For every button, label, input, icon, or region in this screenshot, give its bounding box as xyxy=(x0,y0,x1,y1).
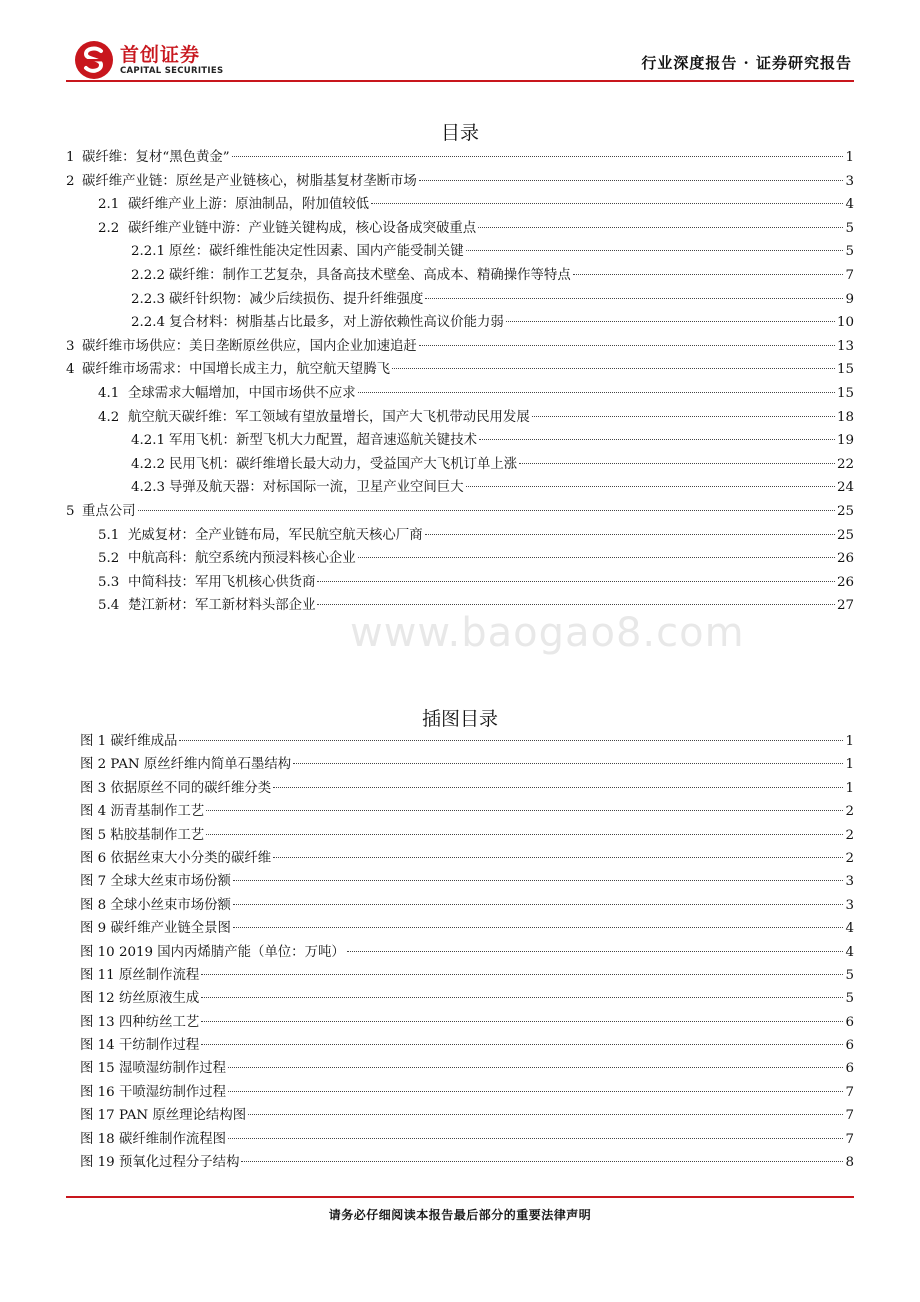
dot-leader xyxy=(479,439,835,440)
logo-chinese-name: 首创证券 xyxy=(120,43,201,66)
toc-entry-number: 5.3 xyxy=(98,574,120,590)
figure-entry[interactable] xyxy=(80,1104,854,1127)
toc-entry-text: 碳纤针织物：减少后续损伤、提升纤维强度 xyxy=(169,291,424,307)
figure-entry[interactable] xyxy=(80,824,854,847)
report-type-label: 行业深度报告 · 证券研究报告 xyxy=(641,54,852,72)
figure-entry-text: 图 1 碳纤维成品 xyxy=(80,734,178,749)
toc-entry-number: 4.2.2 xyxy=(131,456,166,472)
logo-english-name: CAPITAL SECURITIES xyxy=(120,65,224,76)
dot-leader xyxy=(466,250,844,251)
toc-entry[interactable] xyxy=(66,146,854,170)
toc-entry-text: 碳纤维：复材“黑色黄金” xyxy=(82,150,230,165)
figure-entry[interactable] xyxy=(80,941,854,964)
toc-entry-page: 1 xyxy=(845,150,854,165)
toc-entry[interactable] xyxy=(66,382,854,406)
dot-leader xyxy=(392,368,835,369)
toc-entry-number: 1 xyxy=(66,150,75,165)
toc-entry-page: 26 xyxy=(836,551,854,567)
dot-leader xyxy=(573,274,844,275)
company-logo xyxy=(74,40,223,80)
figure-entry-text: 图 5 粘胶基制作工艺 xyxy=(80,827,205,843)
toc-entry-number: 5.1 xyxy=(98,527,120,543)
dot-leader xyxy=(478,227,843,228)
dot-leader xyxy=(519,463,835,464)
figure-entry-page: 6 xyxy=(845,1038,854,1054)
table-of-contents xyxy=(66,146,854,618)
toc-entry[interactable] xyxy=(66,170,854,194)
toc-entry-number: 5.2 xyxy=(98,551,120,567)
toc-entry-number: 2.2.3 xyxy=(131,291,166,307)
toc-entry-page: 22 xyxy=(836,456,854,472)
figure-entry[interactable] xyxy=(80,730,854,753)
figure-entry-page: 2 xyxy=(845,850,854,866)
figure-entry-page: 4 xyxy=(845,944,854,960)
toc-entry-number: 2.2.2 xyxy=(131,267,166,283)
toc-entry-number: 2.2.1 xyxy=(131,244,166,260)
toc-entry-text: 碳纤维产业上游：原油制品，附加值较低 xyxy=(128,197,370,213)
figure-entry-page: 5 xyxy=(845,967,854,983)
toc-entry-text: 光威复材：全产业链布局，军民航空航天核心厂商 xyxy=(128,527,423,543)
dot-leader xyxy=(201,974,843,975)
toc-entry[interactable] xyxy=(66,500,854,524)
toc-entry-page: 15 xyxy=(836,362,854,378)
toc-entry-page: 15 xyxy=(836,385,854,401)
toc-entry[interactable] xyxy=(66,311,854,335)
figure-entry[interactable] xyxy=(80,1034,854,1057)
toc-title: 目录 xyxy=(440,122,479,144)
dot-leader xyxy=(273,857,843,858)
figure-entry-text: 图 8 全球小丝束市场份额 xyxy=(80,897,231,913)
watermark: www.baogao8.com xyxy=(350,610,745,656)
toc-entry[interactable] xyxy=(66,335,854,359)
figure-entry-page: 3 xyxy=(845,874,854,890)
toc-entry-number: 5 xyxy=(66,503,75,519)
dot-leader xyxy=(419,180,844,181)
figure-list xyxy=(80,730,854,1174)
toc-entry-page: 27 xyxy=(836,598,854,614)
toc-entry-page: 13 xyxy=(836,338,854,354)
figure-entry[interactable] xyxy=(80,987,854,1010)
toc-entry-page: 19 xyxy=(836,433,854,449)
dot-leader xyxy=(241,1161,843,1162)
figure-entry-text: 图 7 全球大丝束市场份额 xyxy=(80,874,231,890)
toc-entry-text: 中航高科：航空系统内预浸料核心企业 xyxy=(128,551,356,567)
figure-entry-page: 2 xyxy=(845,804,854,820)
figure-entry-page: 7 xyxy=(845,1108,854,1124)
toc-entry-text: 重点公司 xyxy=(82,503,136,519)
dot-leader xyxy=(201,1021,843,1022)
figure-entry[interactable] xyxy=(80,917,854,940)
footer-divider xyxy=(66,1196,854,1198)
figure-entry-text: 图 4 沥青基制作工艺 xyxy=(80,804,205,820)
toc-entry-text: 碳纤维市场需求：中国增长成主力，航空航天望腾飞 xyxy=(82,362,390,378)
toc-entry-text: 碳纤维：制作工艺复杂，具备高技术壁垒、高成本、精确操作等特点 xyxy=(169,267,571,283)
dot-leader xyxy=(419,345,835,346)
toc-entry-page: 7 xyxy=(845,267,854,283)
figure-entry[interactable] xyxy=(80,1057,854,1080)
figure-entry-text: 图 2 PAN 原丝纤维内简单石墨结构 xyxy=(80,757,292,773)
toc-entry-page: 24 xyxy=(836,480,854,496)
dot-leader xyxy=(273,787,843,788)
toc-entry-number: 2.2.4 xyxy=(131,315,166,331)
toc-entry[interactable] xyxy=(66,217,854,241)
legal-disclaimer: 请务必仔细阅读本报告最后部分的重要法律声明 xyxy=(328,1208,592,1222)
toc-entry[interactable] xyxy=(66,429,854,453)
dot-leader xyxy=(179,740,843,741)
dot-leader xyxy=(228,1091,843,1092)
figure-entry-text: 图 18 碳纤维制作流程图 xyxy=(80,1131,227,1147)
figure-entry[interactable] xyxy=(80,753,854,776)
figure-entry-page: 1 xyxy=(845,757,854,773)
dot-leader xyxy=(466,486,835,487)
toc-entry-text: 碳纤维产业链：原丝是产业链核心，树脂基复材垄断市场 xyxy=(82,173,417,189)
figure-entry[interactable] xyxy=(80,1151,854,1174)
toc-entry-page: 25 xyxy=(836,527,854,543)
toc-entry-number: 4 xyxy=(66,362,75,378)
figure-entry-page: 7 xyxy=(845,1084,854,1100)
dot-leader xyxy=(425,298,843,299)
dot-leader xyxy=(206,810,843,811)
toc-entry-number: 4.2.3 xyxy=(131,480,166,496)
figure-entry-text: 图 3 依据原丝不同的碳纤维分类 xyxy=(80,780,272,796)
toc-entry-page: 10 xyxy=(836,315,854,331)
figure-entry-page: 1 xyxy=(845,780,854,796)
figure-entry-text: 图 9 碳纤维产业链全景图 xyxy=(80,921,231,937)
dot-leader xyxy=(201,997,843,998)
toc-entry-number: 4.1 xyxy=(98,385,120,401)
toc-entry-page: 3 xyxy=(845,173,854,189)
toc-entry-text: 军用飞机：新型飞机大力配置，超音速巡航关键技术 xyxy=(169,433,477,449)
toc-entry[interactable] xyxy=(66,264,854,288)
figure-entry-text: 图 10 2019 国内丙烯腈产能（单位：万吨） xyxy=(80,944,345,960)
figure-entry-text: 图 16 干喷湿纺制作过程 xyxy=(80,1084,227,1100)
dot-leader xyxy=(201,1044,843,1045)
toc-entry[interactable] xyxy=(66,358,854,382)
dot-leader xyxy=(233,927,844,928)
dot-leader xyxy=(317,581,834,582)
toc-entry-text: 碳纤维市场供应：美日垄断原丝供应，国内企业加速追赶 xyxy=(82,338,417,354)
dot-leader xyxy=(248,1114,843,1115)
figure-entry-text: 图 17 PAN 原丝理论结构图 xyxy=(80,1108,247,1124)
dot-leader xyxy=(425,534,835,535)
toc-entry[interactable] xyxy=(66,547,854,571)
dot-leader xyxy=(347,951,844,952)
dot-leader xyxy=(232,156,844,157)
toc-entry[interactable] xyxy=(66,288,854,312)
toc-entry-page: 18 xyxy=(836,409,854,425)
toc-entry-number: 5.4 xyxy=(98,598,120,614)
dot-leader xyxy=(293,763,843,764)
figure-entry-text: 图 12 纺丝原液生成 xyxy=(80,991,200,1007)
toc-entry-number: 2 xyxy=(66,173,75,189)
toc-entry-text: 复合材料：树脂基占比最多，对上游依赖性高议价能力弱 xyxy=(169,315,504,331)
figure-entry-page: 5 xyxy=(845,991,854,1007)
figure-entry-page: 6 xyxy=(845,1014,854,1030)
capital-securities-logo-icon xyxy=(74,40,114,80)
figure-entry[interactable] xyxy=(80,847,854,870)
dot-leader xyxy=(206,834,843,835)
toc-entry-page: 26 xyxy=(836,574,854,590)
dot-leader xyxy=(138,510,835,511)
toc-entry-text: 航空航天碳纤维：军工领域有望放量增长，国产大飞机带动民用发展 xyxy=(128,409,530,425)
figure-entry-text: 图 13 四种纺丝工艺 xyxy=(80,1014,200,1030)
toc-entry-page: 9 xyxy=(845,291,854,307)
figure-entry-text: 图 11 原丝制作流程 xyxy=(80,967,200,983)
toc-entry-page: 25 xyxy=(836,503,854,519)
toc-entry[interactable] xyxy=(66,476,854,500)
figure-entry[interactable] xyxy=(80,870,854,893)
toc-entry-number: 2.1 xyxy=(98,197,120,213)
toc-entry-text: 全球需求大幅增加，中国市场供不应求 xyxy=(128,385,356,401)
dot-leader xyxy=(233,904,844,905)
toc-entry[interactable] xyxy=(66,524,854,548)
figure-entry-text: 图 6 依据丝束大小分类的碳纤维 xyxy=(80,850,272,866)
toc-entry-page: 5 xyxy=(845,220,854,236)
figure-entry-page: 4 xyxy=(845,921,854,937)
figure-entry[interactable] xyxy=(80,894,854,917)
dot-leader xyxy=(358,392,835,393)
toc-entry-page: 4 xyxy=(845,197,854,213)
figure-entry[interactable] xyxy=(80,1128,854,1151)
header-divider xyxy=(66,80,854,82)
figure-entry-text: 图 19 预氧化过程分子结构 xyxy=(80,1155,240,1171)
dot-leader xyxy=(228,1067,843,1068)
dot-leader xyxy=(532,416,835,417)
figure-entry-page: 6 xyxy=(845,1061,854,1077)
dot-leader xyxy=(371,203,843,204)
dot-leader xyxy=(233,880,844,881)
page-header xyxy=(0,0,920,90)
toc-entry-number: 4.2.1 xyxy=(131,433,166,449)
dot-leader xyxy=(317,604,834,605)
figure-entry-page: 8 xyxy=(845,1155,854,1171)
toc-entry-page: 5 xyxy=(845,244,854,260)
dot-leader xyxy=(228,1138,843,1139)
toc-entry-text: 楚江新材：军工新材料头部企业 xyxy=(128,598,316,614)
figure-entry-text: 图 14 干纺制作过程 xyxy=(80,1038,200,1054)
toc-entry-number: 3 xyxy=(66,338,75,354)
figure-entry-page: 7 xyxy=(845,1131,854,1147)
figure-entry[interactable] xyxy=(80,800,854,823)
figure-entry-page: 3 xyxy=(845,897,854,913)
figure-entry-page: 2 xyxy=(845,827,854,843)
dot-leader xyxy=(358,557,835,558)
toc-entry-number: 2.2 xyxy=(98,220,120,236)
toc-entry[interactable] xyxy=(66,240,854,264)
toc-entry[interactable] xyxy=(66,406,854,430)
toc-entry-text: 中简科技：军用飞机核心供货商 xyxy=(128,574,316,590)
toc-entry-text: 碳纤维产业链中游：产业链关键构成，核心设备成突破重点 xyxy=(128,220,477,236)
figure-entry[interactable] xyxy=(80,777,854,800)
toc-entry[interactable] xyxy=(66,571,854,595)
figure-list-title: 插图目录 xyxy=(421,708,498,730)
toc-entry-text: 原丝：碳纤维性能决定性因素、国内产能受制关键 xyxy=(169,244,464,260)
figure-entry-page: 1 xyxy=(845,734,854,749)
figure-entry[interactable] xyxy=(80,1081,854,1104)
toc-entry-number: 4.2 xyxy=(98,409,120,425)
toc-entry-text: 民用飞机：碳纤维增长最大动力，受益国产大飞机订单上涨 xyxy=(169,456,518,472)
dot-leader xyxy=(506,321,835,322)
figure-entry-text: 图 15 湿喷湿纺制作过程 xyxy=(80,1061,227,1077)
toc-entry[interactable] xyxy=(66,193,854,217)
figure-entry[interactable] xyxy=(80,1011,854,1034)
figure-entry[interactable] xyxy=(80,964,854,987)
toc-entry[interactable] xyxy=(66,453,854,477)
toc-entry-text: 导弹及航天器：对标国际一流，卫星产业空间巨大 xyxy=(169,480,464,496)
